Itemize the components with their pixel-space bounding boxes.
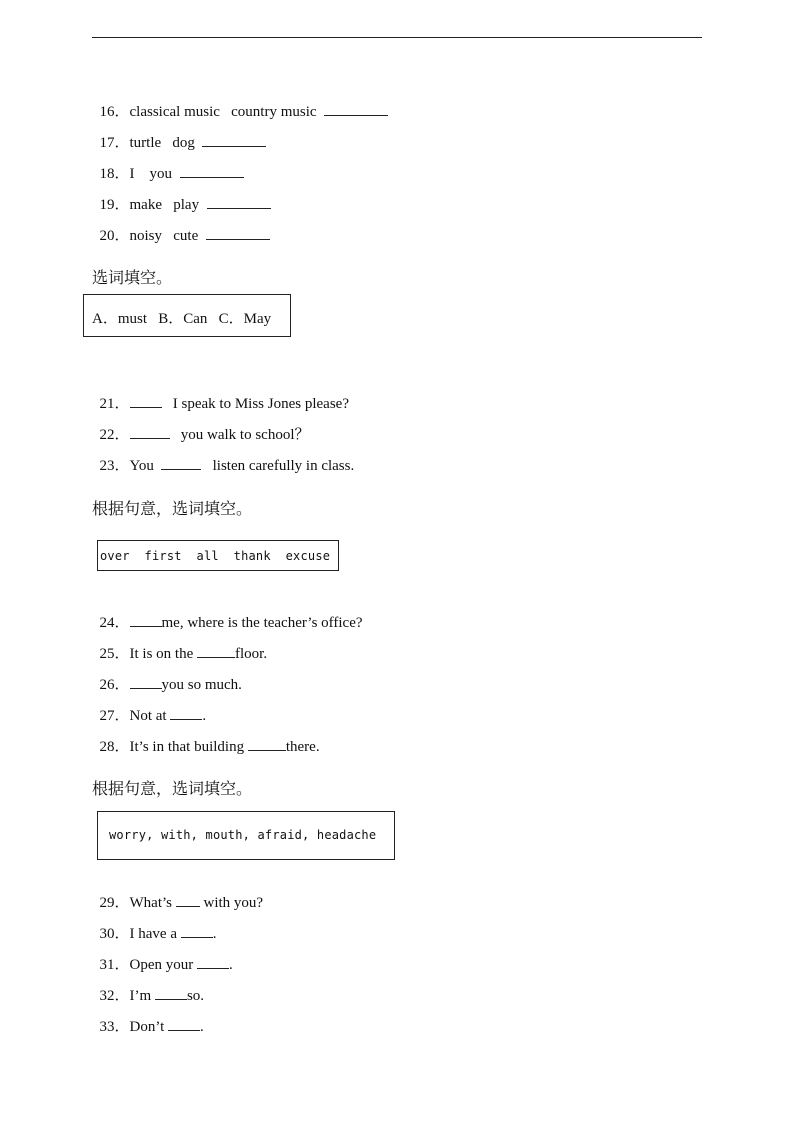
word-bank-options: A．must B．Can C．May [92,311,272,327]
answer-blank[interactable] [161,455,201,470]
question-number: 17． [99,135,130,151]
question-number: 28． [99,739,130,755]
question-number: 27． [99,708,130,724]
question-text-after: so. [186,988,205,1004]
question-text-after: listen carefully in class. [201,458,355,474]
question-text-after: I speak to Miss Jones please? [161,396,349,412]
question-20 [92,207,270,245]
question-text-after: . [202,708,207,724]
word-bank-options: worry, with, mouth, afraid, headache [109,828,377,842]
question-text-after: . [229,957,233,973]
answer-blank[interactable] [168,1016,200,1031]
question-text-after: . [212,926,217,942]
section-heading: 选词填空。 [92,268,173,287]
question-text-before: What’s [129,895,176,911]
question-text-after: floor. [235,646,268,662]
question-text-after: me, where is the teacher’s office? [161,615,363,631]
word-bank-box [97,811,395,860]
section-heading: 根据句意，选词填空。 [92,779,253,798]
header-rule [92,37,702,38]
question-text: classical music country music [129,104,325,120]
question-number: 16． [99,104,130,120]
word-bank-box [97,540,339,571]
question-text-before: Open your [129,957,198,973]
question-text-after: . [200,1019,204,1035]
question-number: 30． [99,926,130,942]
question-text-after: with you? [199,895,264,911]
answer-blank[interactable] [248,736,286,751]
question-number: 21． [99,396,130,412]
question-text-after: there. [285,739,320,755]
question-text-before: I have a [129,926,181,942]
question-number: 26． [99,677,130,693]
answer-blank[interactable] [324,101,388,116]
question-text-before: Not at [129,708,171,724]
question-text: turtle dog [129,135,203,151]
question-text-before: It’s in that building [129,739,248,755]
question-text: noisy cute [129,228,206,244]
question-number: 18． [99,166,130,182]
question-number: 31． [99,957,130,973]
question-number: 29． [99,895,130,911]
question-23 [92,437,354,475]
question-text: I you [129,166,180,182]
answer-blank[interactable] [206,225,270,240]
word-bank-options: over first all thank excuse [100,549,331,563]
question-number: 32． [99,988,130,1004]
question-text-before: I’m [129,988,155,1004]
question-number: 33． [99,1019,130,1035]
word-bank-box [83,294,291,337]
section-heading: 根据句意，选词填空。 [92,499,253,518]
question-number: 23． [99,458,130,474]
question-text: make play [129,197,207,213]
question-number: 19． [99,197,130,213]
question-number: 25． [99,646,130,662]
question-28 [92,718,320,756]
question-text-before: You [129,458,162,474]
question-number: 20． [99,228,130,244]
question-number: 24． [99,615,130,631]
question-text-after: you so much. [161,677,242,693]
question-text-before: It is on the [129,646,198,662]
question-text-after: you walk to school？ [169,427,310,443]
question-33 [92,998,204,1036]
question-number: 22． [99,427,130,443]
question-text-before: Don’t [129,1019,168,1035]
